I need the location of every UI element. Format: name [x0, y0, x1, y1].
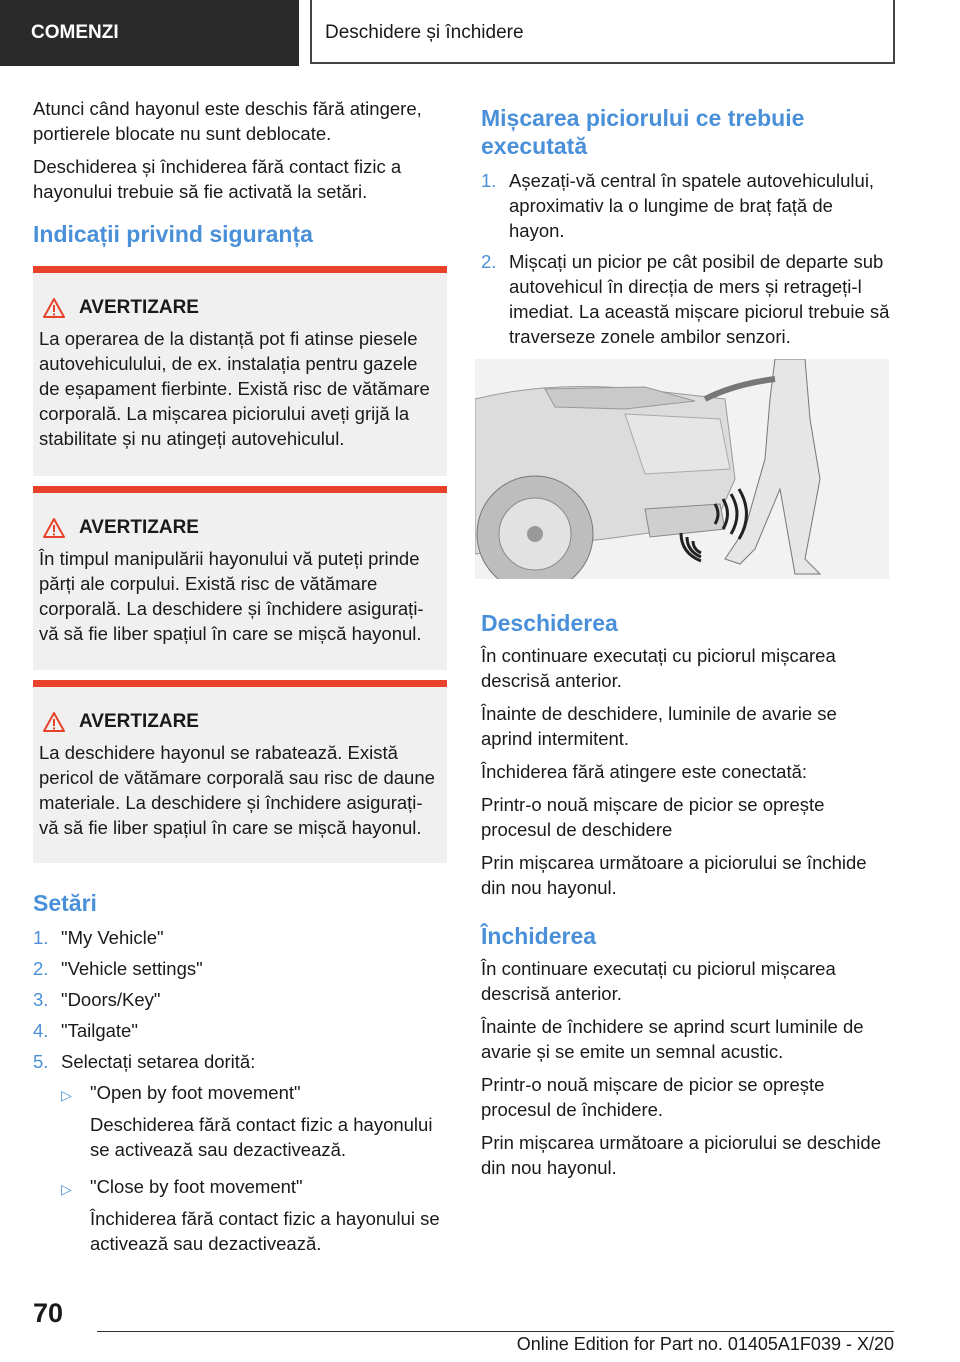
opening-heading: Deschiderea [481, 610, 618, 636]
safety-heading: Indicații privind siguranța [33, 221, 313, 247]
closing-paragraph: Prin mișcarea următoare a piciorului se deschide din nou hayonul. [481, 1132, 881, 1178]
warning-text: La deschidere hayonul se rabatează. Există pericol de vătămare corporală sau risc de daune materiale. La deschidere și închidere asigurați-vă să fie liber spațiul în care se mișcă hayonul. [39, 742, 435, 838]
movement-list [481, 168, 893, 349]
warning-box [33, 486, 447, 670]
triangle-marker-icon: ▷ [61, 1087, 72, 1103]
list-item: 4. "Tailgate" [33, 1020, 138, 1041]
section-tab: COMENZI [0, 0, 299, 66]
edition-footer: Online Edition for Part no. 01405A1F039 - X/20 [516, 1334, 894, 1354]
warning-title: AVERTIZARE [79, 517, 199, 538]
list-item: 3. "Doors/Key" [33, 989, 161, 1010]
option-item: ▷ "Open by foot movement" [61, 1080, 447, 1108]
warning-box [33, 680, 447, 863]
option-description: Închiderea fără contact fizic a hayonului se activează sau dezactivează. [90, 1208, 440, 1254]
list-item: 1. Așezați-vă central în spatele autovehiculului, aproximativ la o lungime de braț față de hayon. [481, 170, 875, 241]
warning-box [33, 266, 447, 476]
opening-paragraph: Închiderea fără atingere este conectată: [481, 761, 808, 782]
list-item: 2. "Vehicle settings" [33, 958, 203, 979]
warning-icon [43, 712, 65, 732]
list-item: 1. "My Vehicle" [33, 927, 164, 948]
list-item: 5. Selectați setarea dorită: [33, 1051, 256, 1072]
closing-heading: Închiderea [481, 923, 597, 949]
foot-movement-illustration [475, 359, 889, 579]
opening-paragraph: Printr-o nouă mișcare de picior se oprește procesul de deschidere [481, 794, 825, 840]
settings-list [33, 925, 447, 1074]
opening-paragraph: În continuare executați cu piciorul mișcarea descrisă anterior. [481, 645, 836, 691]
warning-text: La operarea de la distanță pot fi atinse piesele autovehiculului, de ex. instalația pentru gazele de eșapament fierbinte. Există risc de vătămare corporală. La mișcarea piciorului aveți grijă la stabilitate și nu atingeți autovehiculul. [39, 328, 430, 449]
left-column [33, 96, 447, 1268]
intro-paragraph: Deschiderea și închiderea fără contact fizic a hayonului trebuie să fie activată la setări. [33, 156, 402, 202]
warning-text: În timpul manipulării hayonului vă puteți prinde părți ale corpului. Există risc de vătămare corporală. La deschidere și închidere asigurați-vă să fie liber spațiul în care se mișcă hayonul. [39, 548, 424, 644]
closing-paragraph: În continuare executați cu piciorul mișcarea descrisă anterior. [481, 958, 836, 1004]
opening-paragraph: Prin mișcarea următoare a piciorului se închide din nou hayonul. [481, 852, 867, 898]
opening-paragraph: Înainte de deschidere, luminile de avarie se aprind intermitent. [481, 703, 837, 749]
warning-icon [43, 518, 65, 538]
warning-icon [43, 298, 65, 318]
page-title: Deschidere și închidere [311, 0, 895, 64]
footer-divider [97, 1331, 894, 1332]
list-item: 2. Mișcați un picior pe cât posibil de departe sub autovehicul în direcția de mers și retrageți-l imediat. La această mișcare piciorul trebuie să traverseze zonele ambilor senzori. [481, 251, 890, 347]
settings-heading: Setări [33, 890, 97, 916]
option-item: ▷ "Close by foot movement" [61, 1174, 447, 1202]
intro-paragraph: Atunci când hayonul este deschis fără atingere, portierele blocate nu sunt deblocate. [33, 98, 422, 144]
warning-title: AVERTIZARE [79, 711, 199, 732]
page-number: 70 [33, 1298, 64, 1328]
triangle-marker-icon: ▷ [61, 1181, 72, 1197]
right-column [481, 104, 893, 1188]
option-description: Deschiderea fără contact fizic a hayonului se activează sau dezactivează. [90, 1114, 433, 1160]
warning-title: AVERTIZARE [79, 297, 199, 318]
closing-paragraph: Printr-o nouă mișcare de picior se oprește procesul de închidere. [481, 1074, 825, 1120]
movement-heading: Mișcarea piciorului ce trebuie executată [481, 105, 805, 159]
closing-paragraph: Înainte de închidere se aprind scurt luminile de avarie și se emite un semnal acustic. [481, 1016, 864, 1062]
